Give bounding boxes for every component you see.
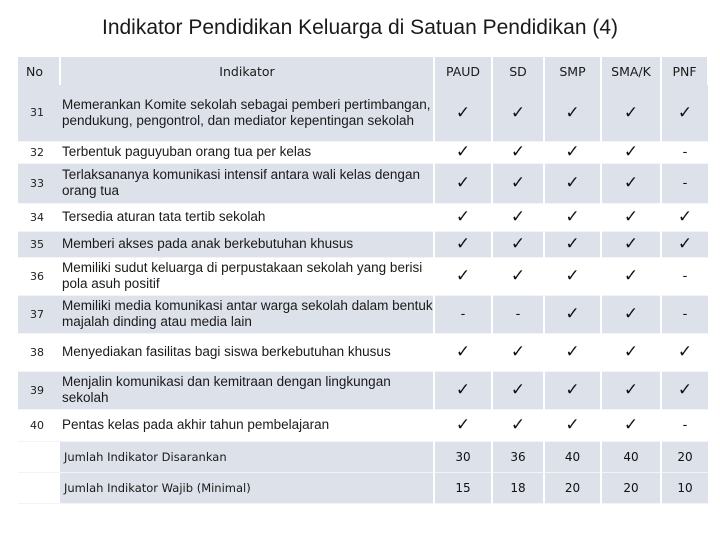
indicator-text: Memberi akses pada anak berkebutuhan khusus	[60, 231, 434, 257]
paud-mark: ✓	[434, 333, 492, 371]
indicator-text: Tersedia aturan tata tertib sekolah	[60, 203, 434, 231]
table-row	[18, 295, 708, 333]
table-row	[18, 141, 708, 163]
summary-row	[18, 441, 708, 472]
sd-mark: ✓	[492, 203, 544, 231]
column-header-smp: SMP	[544, 57, 601, 85]
smak-mark: ✓	[601, 371, 661, 409]
indicator-table	[18, 57, 709, 504]
smak-mark: ✓	[601, 163, 661, 203]
paud-mark: ✓	[434, 163, 492, 203]
column-header-pnf: PNF	[661, 57, 708, 85]
summary-spacer	[18, 441, 60, 472]
pnf-mark: -	[661, 409, 708, 441]
smak-mark: ✓	[601, 141, 661, 163]
smp-mark: ✓	[544, 163, 601, 203]
row-number: 32	[18, 141, 60, 163]
paud-mark: ✓	[434, 85, 492, 141]
indicator-text: Terlaksananya komunikasi intensif antara wali kelas dengan orang tua	[60, 163, 434, 203]
row-number: 36	[18, 257, 60, 295]
smak-total: 20	[601, 472, 661, 503]
smp-mark: ✓	[544, 257, 601, 295]
smp-mark: ✓	[544, 141, 601, 163]
pnf-mark: -	[661, 295, 708, 333]
row-number: 35	[18, 231, 60, 257]
sd-mark: ✓	[492, 85, 544, 141]
smak-mark: ✓	[601, 409, 661, 441]
smp-mark: ✓	[544, 333, 601, 371]
smp-total: 20	[544, 472, 601, 503]
sd-mark: ✓	[492, 231, 544, 257]
table-row	[18, 409, 708, 441]
smp-mark: ✓	[544, 409, 601, 441]
table-header-row	[18, 57, 708, 85]
column-header-indikator: Indikator	[60, 57, 434, 85]
paud-total: 30	[434, 441, 492, 472]
sd-mark: ✓	[492, 333, 544, 371]
row-number: 39	[18, 371, 60, 409]
sd-mark: ✓	[492, 141, 544, 163]
smak-mark: ✓	[601, 231, 661, 257]
summary-row	[18, 472, 708, 503]
smp-mark: ✓	[544, 231, 601, 257]
paud-mark: ✓	[434, 371, 492, 409]
sd-mark: -	[492, 295, 544, 333]
pnf-total: 10	[661, 472, 708, 503]
pnf-mark: ✓	[661, 371, 708, 409]
indicator-text: Memiliki sudut keluarga di perpustakaan sekolah yang berisi pola asuh positif	[60, 257, 434, 295]
paud-mark: -	[434, 295, 492, 333]
table-row	[18, 163, 708, 203]
sd-mark: ✓	[492, 163, 544, 203]
indicator-text: Pentas kelas pada akhir tahun pembelajaran	[60, 409, 434, 441]
smak-total: 40	[601, 441, 661, 472]
summary-label: Jumlah Indikator Disarankan	[60, 441, 434, 472]
paud-mark: ✓	[434, 257, 492, 295]
summary-spacer	[18, 472, 60, 503]
smp-mark: ✓	[544, 203, 601, 231]
pnf-mark: -	[661, 141, 708, 163]
indicator-text: Terbentuk paguyuban orang tua per kelas	[60, 141, 434, 163]
smak-mark: ✓	[601, 333, 661, 371]
column-header-sd: SD	[492, 57, 544, 85]
smp-mark: ✓	[544, 295, 601, 333]
smp-total: 40	[544, 441, 601, 472]
paud-mark: ✓	[434, 141, 492, 163]
smak-mark: ✓	[601, 85, 661, 141]
paud-total: 15	[434, 472, 492, 503]
pnf-mark: -	[661, 163, 708, 203]
row-number: 34	[18, 203, 60, 231]
smak-mark: ✓	[601, 203, 661, 231]
paud-mark: ✓	[434, 409, 492, 441]
pnf-mark: ✓	[661, 231, 708, 257]
indicator-text: Menjalin komunikasi dan kemitraan dengan lingkungan sekolah	[60, 371, 434, 409]
row-number: 33	[18, 163, 60, 203]
column-header-no: No	[18, 57, 60, 85]
indicator-text: Memiliki media komunikasi antar warga sekolah dalam bentuk majalah dinding atau media lain	[60, 295, 434, 333]
sd-total: 18	[492, 472, 544, 503]
indicator-text: Menyediakan fasilitas bagi siswa berkebutuhan khusus	[60, 333, 434, 371]
pnf-mark: -	[661, 257, 708, 295]
smp-mark: ✓	[544, 371, 601, 409]
table-row	[18, 85, 708, 141]
paud-mark: ✓	[434, 203, 492, 231]
row-number: 37	[18, 295, 60, 333]
indicator-text: Memerankan Komite sekolah sebagai pemberi pertimbangan, pendukung, pengontrol, dan mediator kepentingan sekolah	[60, 85, 434, 141]
table-row	[18, 257, 708, 295]
pnf-mark: ✓	[661, 333, 708, 371]
sd-mark: ✓	[492, 257, 544, 295]
row-number: 40	[18, 409, 60, 441]
sd-mark: ✓	[492, 371, 544, 409]
row-number: 31	[18, 85, 60, 141]
page-title: Indikator Pendidikan Keluarga di Satuan Pendidikan (4)	[101, 16, 618, 39]
table-row	[18, 371, 708, 409]
table-row	[18, 203, 708, 231]
smak-mark: ✓	[601, 257, 661, 295]
summary-label: Jumlah Indikator Wajib (Minimal)	[60, 472, 434, 503]
sd-mark: ✓	[492, 409, 544, 441]
pnf-total: 20	[661, 441, 708, 472]
smp-mark: ✓	[544, 85, 601, 141]
pnf-mark: ✓	[661, 85, 708, 141]
row-number: 38	[18, 333, 60, 371]
column-header-smak: SMA/K	[601, 57, 661, 85]
paud-mark: ✓	[434, 231, 492, 257]
table-row	[18, 333, 708, 371]
sd-total: 36	[492, 441, 544, 472]
table-row	[18, 231, 708, 257]
smak-mark: ✓	[601, 295, 661, 333]
column-header-paud: PAUD	[434, 57, 492, 85]
pnf-mark: ✓	[661, 203, 708, 231]
